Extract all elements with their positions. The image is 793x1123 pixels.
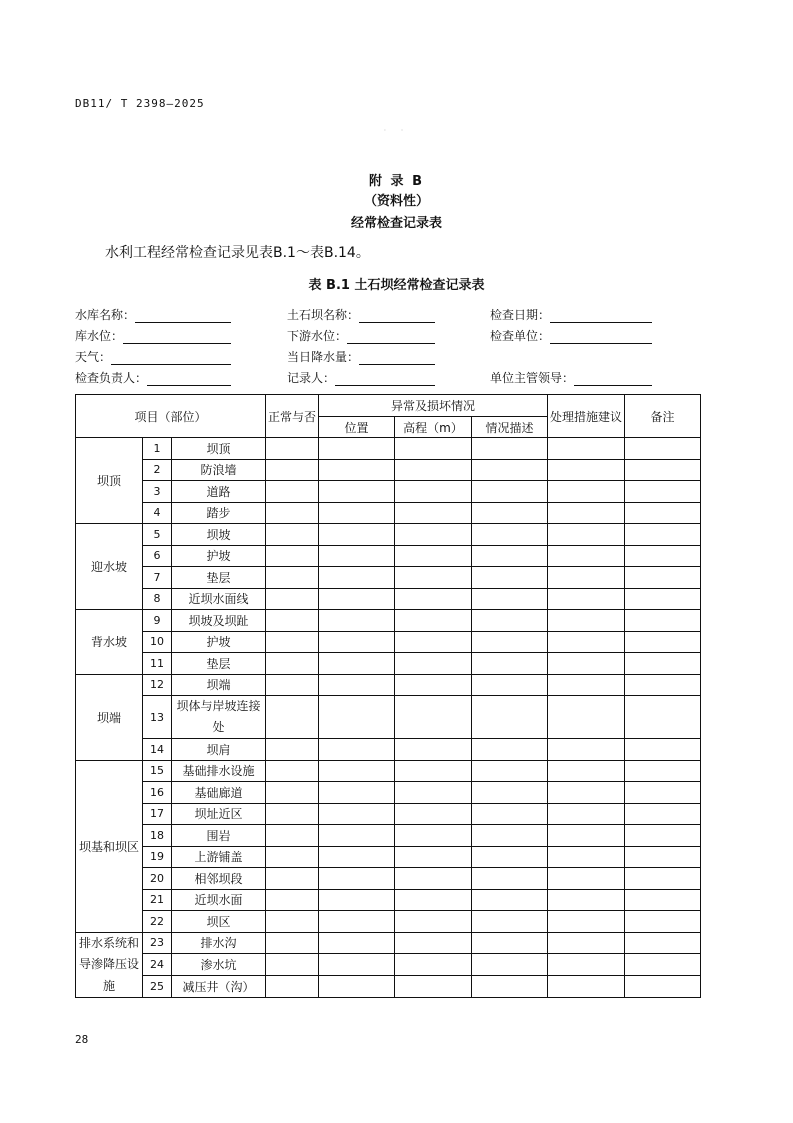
field-label: 天气：: [75, 350, 112, 364]
item-number: 18: [143, 825, 172, 847]
table-row: [76, 868, 701, 890]
header-description: 情况描述: [472, 417, 548, 438]
item-label: 坝端: [172, 674, 266, 696]
elevation-cell[interactable]: [395, 696, 472, 739]
field-label: 单位主管领导：: [490, 371, 575, 385]
description-cell[interactable]: [472, 524, 548, 546]
reservoir-name-input[interactable]: [135, 309, 231, 323]
remarks-cell[interactable]: [625, 954, 701, 976]
field-label: 土石坝名称：: [287, 308, 360, 322]
elevation-cell[interactable]: [395, 588, 472, 610]
position-cell[interactable]: [319, 502, 395, 524]
description-cell[interactable]: [472, 803, 548, 825]
group-name: 背水坡: [76, 610, 143, 675]
table-row: [76, 653, 701, 675]
remarks-cell[interactable]: [625, 760, 701, 782]
item-number: 21: [143, 889, 172, 911]
field-label: 当日降水量：: [287, 350, 360, 364]
item-label: 基础排水设施: [172, 760, 266, 782]
description-cell[interactable]: [472, 674, 548, 696]
remarks-cell[interactable]: [625, 911, 701, 933]
description-cell[interactable]: [472, 631, 548, 653]
item-label: 踏步: [172, 502, 266, 524]
remarks-cell[interactable]: [625, 889, 701, 911]
item-label: 防浪墙: [172, 459, 266, 481]
normal-cell[interactable]: [266, 976, 319, 998]
table-row: [76, 567, 701, 589]
inspection-date-input[interactable]: [550, 309, 652, 323]
item-number: 9: [143, 610, 172, 632]
group-name: 坝端: [76, 674, 143, 760]
table-row: [76, 846, 701, 868]
suggestion-cell[interactable]: [548, 932, 625, 954]
position-cell[interactable]: [319, 760, 395, 782]
suggestion-cell[interactable]: [548, 502, 625, 524]
description-cell[interactable]: [472, 760, 548, 782]
table-row: [76, 588, 701, 610]
elevation-cell[interactable]: [395, 846, 472, 868]
group-name: 坝基和坝区: [76, 760, 143, 932]
elevation-cell[interactable]: [395, 932, 472, 954]
normal-cell[interactable]: [266, 782, 319, 804]
description-cell[interactable]: [472, 567, 548, 589]
inspection-unit-input[interactable]: [550, 330, 652, 344]
elevation-cell[interactable]: [395, 438, 472, 460]
field-label: 检查负责人：: [75, 371, 148, 385]
item-number: 17: [143, 803, 172, 825]
table-row: [76, 545, 701, 567]
appendix-title: 附 录 B: [369, 174, 424, 189]
header-position: 位置: [319, 417, 395, 438]
field-daily-rainfall: [287, 348, 435, 365]
description-cell[interactable]: [472, 782, 548, 804]
table-row: [76, 782, 701, 804]
elevation-cell[interactable]: [395, 889, 472, 911]
description-cell[interactable]: [472, 653, 548, 675]
item-number: 13: [143, 696, 172, 739]
item-number: 23: [143, 932, 172, 954]
remarks-cell[interactable]: [625, 610, 701, 632]
group-name: 坝顶: [76, 438, 143, 524]
position-cell[interactable]: [319, 438, 395, 460]
suggestion-cell[interactable]: [548, 545, 625, 567]
normal-cell[interactable]: [266, 653, 319, 675]
field-inspection-date: [490, 306, 652, 323]
field-unit-leader: [490, 369, 652, 386]
item-number: 11: [143, 653, 172, 675]
dam-name-input[interactable]: [359, 309, 435, 323]
item-number: 8: [143, 588, 172, 610]
normal-cell[interactable]: [266, 954, 319, 976]
field-reservoir-level: [75, 327, 231, 344]
field-inspector-in-charge: [75, 369, 231, 386]
item-number: 5: [143, 524, 172, 546]
item-number: 25: [143, 976, 172, 998]
position-cell[interactable]: [319, 481, 395, 503]
table-row: [76, 889, 701, 911]
normal-cell[interactable]: [266, 524, 319, 546]
suggestion-cell[interactable]: [548, 459, 625, 481]
suggestion-cell[interactable]: [548, 889, 625, 911]
item-number: 22: [143, 911, 172, 933]
description-cell[interactable]: [472, 502, 548, 524]
remarks-cell[interactable]: [625, 502, 701, 524]
table-title: 表 B.1 土石坝经常检查记录表: [308, 278, 485, 293]
table-row: [76, 954, 701, 976]
elevation-cell[interactable]: [395, 674, 472, 696]
field-label: 库水位：: [75, 329, 124, 343]
position-cell[interactable]: [319, 610, 395, 632]
item-label: 坝肩: [172, 739, 266, 761]
normal-cell[interactable]: [266, 545, 319, 567]
elevation-cell[interactable]: [395, 911, 472, 933]
item-label: 护坡: [172, 545, 266, 567]
elevation-cell[interactable]: [395, 782, 472, 804]
table-row: [76, 976, 701, 998]
header-suggestion: 处理措施建议: [548, 395, 625, 438]
item-number: 24: [143, 954, 172, 976]
remarks-cell[interactable]: [625, 976, 701, 998]
remarks-cell[interactable]: [625, 567, 701, 589]
table-row: [76, 825, 701, 847]
description-cell[interactable]: [472, 610, 548, 632]
normal-cell[interactable]: [266, 889, 319, 911]
remarks-cell[interactable]: [625, 653, 701, 675]
suggestion-cell[interactable]: [548, 696, 625, 739]
position-cell[interactable]: [319, 459, 395, 481]
item-label: 坝坡及坝趾: [172, 610, 266, 632]
field-label: 记录人：: [287, 371, 336, 385]
downstream-level-input[interactable]: [347, 330, 435, 344]
normal-cell[interactable]: [266, 631, 319, 653]
inspection-table: [75, 394, 701, 998]
position-cell[interactable]: [319, 631, 395, 653]
remarks-cell[interactable]: [625, 782, 701, 804]
elevation-cell[interactable]: [395, 567, 472, 589]
position-cell[interactable]: [319, 545, 395, 567]
item-number: 6: [143, 545, 172, 567]
position-cell[interactable]: [319, 782, 395, 804]
description-cell[interactable]: [472, 932, 548, 954]
elevation-cell[interactable]: [395, 825, 472, 847]
description-cell[interactable]: [472, 739, 548, 761]
suggestion-cell[interactable]: [548, 803, 625, 825]
elevation-cell[interactable]: [395, 653, 472, 675]
elevation-cell[interactable]: [395, 803, 472, 825]
item-label: 坝顶: [172, 438, 266, 460]
normal-cell[interactable]: [266, 825, 319, 847]
remarks-cell[interactable]: [625, 825, 701, 847]
position-cell[interactable]: [319, 911, 395, 933]
normal-cell[interactable]: [266, 911, 319, 933]
item-label: 坝址近区: [172, 803, 266, 825]
item-label: 坝坡: [172, 524, 266, 546]
elevation-cell[interactable]: [395, 631, 472, 653]
remarks-cell[interactable]: [625, 588, 701, 610]
elevation-cell[interactable]: [395, 739, 472, 761]
normal-cell[interactable]: [266, 459, 319, 481]
normal-cell[interactable]: [266, 438, 319, 460]
position-cell[interactable]: [319, 868, 395, 890]
elevation-cell[interactable]: [395, 954, 472, 976]
table-row: [76, 760, 701, 782]
item-label: 围岩: [172, 825, 266, 847]
faint-mark: · ·: [383, 126, 410, 135]
description-cell[interactable]: [472, 954, 548, 976]
item-label: 排水沟: [172, 932, 266, 954]
unit-leader-input[interactable]: [574, 372, 652, 386]
description-cell[interactable]: [472, 868, 548, 890]
position-cell[interactable]: [319, 932, 395, 954]
description-cell[interactable]: [472, 846, 548, 868]
item-label: 护坡: [172, 631, 266, 653]
suggestion-cell[interactable]: [548, 674, 625, 696]
header-normal: 正常与否: [266, 395, 319, 438]
normal-cell[interactable]: [266, 760, 319, 782]
description-cell[interactable]: [472, 911, 548, 933]
normal-cell[interactable]: [266, 567, 319, 589]
table-row: [76, 481, 701, 503]
position-cell[interactable]: [319, 653, 395, 675]
table-row: [76, 459, 701, 481]
field-label: 水库名称：: [75, 308, 136, 322]
table-row: [76, 438, 701, 460]
position-cell[interactable]: [319, 696, 395, 739]
field-recorder: [287, 369, 435, 386]
description-cell[interactable]: [472, 889, 548, 911]
elevation-cell[interactable]: [395, 524, 472, 546]
position-cell[interactable]: [319, 588, 395, 610]
description-cell[interactable]: [472, 438, 548, 460]
suggestion-cell[interactable]: [548, 976, 625, 998]
remarks-cell[interactable]: [625, 631, 701, 653]
suggestion-cell[interactable]: [548, 567, 625, 589]
daily-rainfall-input[interactable]: [359, 351, 435, 365]
suggestion-cell[interactable]: [548, 825, 625, 847]
position-cell[interactable]: [319, 889, 395, 911]
header-elevation: 高程（m）: [395, 417, 472, 438]
position-cell[interactable]: [319, 567, 395, 589]
item-label: 减压井（沟）: [172, 976, 266, 998]
normal-cell[interactable]: [266, 932, 319, 954]
suggestion-cell[interactable]: [548, 782, 625, 804]
suggestion-cell[interactable]: [548, 631, 625, 653]
suggestion-cell[interactable]: [548, 438, 625, 460]
table-row: [76, 610, 701, 632]
description-cell[interactable]: [472, 696, 548, 739]
standard-code: DB11/ T 2398—2025: [75, 97, 205, 110]
position-cell[interactable]: [319, 524, 395, 546]
table-row: [76, 524, 701, 546]
item-number: 15: [143, 760, 172, 782]
description-cell[interactable]: [472, 481, 548, 503]
suggestion-cell[interactable]: [548, 846, 625, 868]
item-number: 4: [143, 502, 172, 524]
field-reservoir-name: [75, 306, 231, 323]
item-label: 渗水坑: [172, 954, 266, 976]
elevation-cell[interactable]: [395, 481, 472, 503]
table-row: [76, 696, 701, 739]
table-row: [76, 739, 701, 761]
item-label: 近坝水面: [172, 889, 266, 911]
item-number: 19: [143, 846, 172, 868]
elevation-cell[interactable]: [395, 976, 472, 998]
position-cell[interactable]: [319, 674, 395, 696]
field-inspection-unit: [490, 327, 652, 344]
item-label: 垫层: [172, 653, 266, 675]
normal-cell[interactable]: [266, 502, 319, 524]
suggestion-cell[interactable]: [548, 739, 625, 761]
appendix-nature: （资料性）: [363, 194, 429, 209]
normal-cell[interactable]: [266, 739, 319, 761]
remarks-cell[interactable]: [625, 524, 701, 546]
field-weather: [75, 348, 231, 365]
position-cell[interactable]: [319, 976, 395, 998]
elevation-cell[interactable]: [395, 545, 472, 567]
remarks-cell[interactable]: [625, 674, 701, 696]
remarks-cell[interactable]: [625, 868, 701, 890]
reservoir-level-input[interactable]: [123, 330, 231, 344]
item-number: 3: [143, 481, 172, 503]
normal-cell[interactable]: [266, 803, 319, 825]
suggestion-cell[interactable]: [548, 954, 625, 976]
description-cell[interactable]: [472, 825, 548, 847]
inspector-in-charge-input[interactable]: [147, 372, 231, 386]
remarks-cell[interactable]: [625, 545, 701, 567]
description-cell[interactable]: [472, 976, 548, 998]
item-label: 相邻坝段: [172, 868, 266, 890]
remarks-cell[interactable]: [625, 459, 701, 481]
elevation-cell[interactable]: [395, 459, 472, 481]
position-cell[interactable]: [319, 739, 395, 761]
elevation-cell[interactable]: [395, 760, 472, 782]
field-label: 检查单位：: [490, 329, 551, 343]
table-row: [76, 502, 701, 524]
table-row: [76, 911, 701, 933]
field-downstream-level: [287, 327, 435, 344]
item-label: 近坝水面线: [172, 588, 266, 610]
suggestion-cell[interactable]: [548, 911, 625, 933]
elevation-cell[interactable]: [395, 502, 472, 524]
normal-cell[interactable]: [266, 610, 319, 632]
intro-text: 水利工程经常检查记录见表B.1～表B.14。: [105, 245, 370, 261]
item-label: 道路: [172, 481, 266, 503]
remarks-cell[interactable]: [625, 696, 701, 739]
table-body: [76, 438, 701, 998]
group-name: 迎水坡: [76, 524, 143, 610]
field-label: 检查日期：: [490, 308, 551, 322]
suggestion-cell[interactable]: [548, 481, 625, 503]
elevation-cell[interactable]: [395, 610, 472, 632]
normal-cell[interactable]: [266, 674, 319, 696]
normal-cell[interactable]: [266, 481, 319, 503]
weather-input[interactable]: [111, 351, 231, 365]
description-cell[interactable]: [472, 545, 548, 567]
elevation-cell[interactable]: [395, 868, 472, 890]
table-row: [76, 631, 701, 653]
item-label: 垫层: [172, 567, 266, 589]
item-number: 7: [143, 567, 172, 589]
remarks-cell[interactable]: [625, 803, 701, 825]
normal-cell[interactable]: [266, 588, 319, 610]
suggestion-cell[interactable]: [548, 610, 625, 632]
table-header: [76, 395, 701, 438]
table-row: [76, 932, 701, 954]
field-label: 下游水位：: [287, 329, 348, 343]
remarks-cell[interactable]: [625, 481, 701, 503]
suggestion-cell[interactable]: [548, 588, 625, 610]
description-cell[interactable]: [472, 459, 548, 481]
position-cell[interactable]: [319, 803, 395, 825]
item-number: 1: [143, 438, 172, 460]
item-number: 16: [143, 782, 172, 804]
item-number: 20: [143, 868, 172, 890]
normal-cell[interactable]: [266, 846, 319, 868]
page-number: 28: [75, 1033, 89, 1046]
position-cell[interactable]: [319, 954, 395, 976]
suggestion-cell[interactable]: [548, 524, 625, 546]
remarks-cell[interactable]: [625, 932, 701, 954]
position-cell[interactable]: [319, 846, 395, 868]
description-cell[interactable]: [472, 588, 548, 610]
remarks-cell[interactable]: [625, 438, 701, 460]
item-label: 上游铺盖: [172, 846, 266, 868]
item-label: 坝区: [172, 911, 266, 933]
table-row: [76, 674, 701, 696]
suggestion-cell[interactable]: [548, 653, 625, 675]
table-row: [76, 803, 701, 825]
remarks-cell[interactable]: [625, 739, 701, 761]
item-number: 12: [143, 674, 172, 696]
form-title: 经常检查记录表: [350, 216, 442, 231]
header-abnormal: 异常及损坏情况: [319, 395, 548, 417]
item-number: 14: [143, 739, 172, 761]
item-number: 2: [143, 459, 172, 481]
recorder-input[interactable]: [335, 372, 435, 386]
suggestion-cell[interactable]: [548, 760, 625, 782]
item-label: 坝体与岸坡连接处: [172, 696, 266, 739]
field-dam-name: [287, 306, 435, 323]
normal-cell[interactable]: [266, 868, 319, 890]
normal-cell[interactable]: [266, 696, 319, 739]
header-remarks: 备注: [625, 395, 701, 438]
item-label: 基础廊道: [172, 782, 266, 804]
position-cell[interactable]: [319, 825, 395, 847]
group-name: 排水系统和导渗降压设施: [76, 932, 143, 998]
item-number: 10: [143, 631, 172, 653]
suggestion-cell[interactable]: [548, 868, 625, 890]
header-item: 项目（部位）: [76, 395, 266, 438]
remarks-cell[interactable]: [625, 846, 701, 868]
